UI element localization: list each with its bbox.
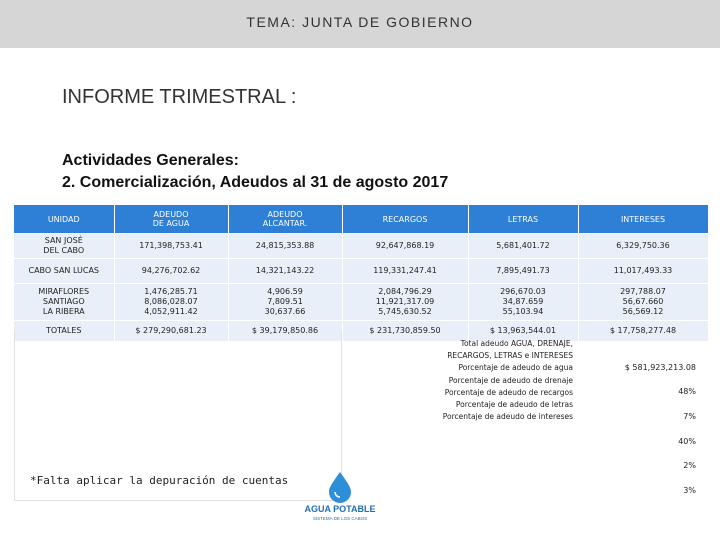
table-cell: 297,788.07 56,67.660 56,569.12 (578, 284, 708, 321)
report-title: INFORME TRIMESTRAL : (62, 86, 297, 108)
total-debt-value: $ 581,923,213.08 (624, 363, 696, 372)
header-title: TEMA: JUNTA DE GOBIERNO (246, 14, 474, 30)
table-cell: $ 17,758,277.48 (578, 321, 708, 342)
table-cell: 296,670.03 34,87.659 55,103.94 (468, 284, 578, 321)
footnote: *Falta aplicar la depuración de cuentas (30, 474, 289, 487)
table-cell: 7,895,491.73 (468, 259, 578, 284)
logo-subtext: SISTEMA DE LOS CABOS (312, 516, 368, 521)
section-subtitle: Actividades Generales: (62, 152, 239, 169)
pct-drenaje-value: 7% (683, 412, 696, 421)
summary-labels: Total adeudo AGUA, DRENAJE, RECARGOS, LETRAS e INTERESES Porcentaje de adeudo de agua Porcentaje de adeudo de drenaje Porcentaje de adeudo de recargos Porcentaje de adeudo de letras Porcentaje de adeudo de intereses (442, 339, 573, 422)
pct-intereses-value: 3% (683, 486, 696, 495)
table-cell: MIRAFLORES SANTIAGO LA RIBERA (14, 284, 114, 321)
table-cell: $ 231,730,859.50 (342, 321, 468, 342)
table-cell: 94,276,702.62 (114, 259, 228, 284)
column-header-label: ADEUDO DE AGUA (152, 210, 190, 228)
table-cell: 92,647,868.19 (342, 234, 468, 259)
table-header-row (14, 205, 708, 234)
column-header (228, 205, 342, 234)
table-row (14, 259, 708, 284)
pct-letras-value: 2% (683, 461, 696, 470)
column-header-label: LETRAS (507, 214, 539, 224)
table-cell: 24,815,353.88 (228, 234, 342, 259)
table-cell: 11,017,493.33 (578, 259, 708, 284)
table-cell: 5,681,401.72 (468, 234, 578, 259)
pct-agua-value: 48% (678, 387, 696, 396)
agua-potable-logo (300, 468, 380, 524)
table-cell: SAN JOSÉ DEL CABO (14, 234, 114, 259)
table-cell: 2,084,796.29 11,921,317.09 5,745,630.52 (342, 284, 468, 321)
table-cell: 171,398,753.41 (114, 234, 228, 259)
column-header (114, 205, 228, 234)
table-cell: $ 279,290,681.23 (114, 321, 228, 342)
table-cell: 119,331,247.41 (342, 259, 468, 284)
column-header-label: INTERESES (620, 214, 666, 224)
column-header-label: RECARGOS (382, 214, 428, 224)
table-cell: TOTALES (14, 321, 114, 342)
column-header (468, 205, 578, 234)
table-cell: CABO SAN LUCAS (14, 259, 114, 284)
logo-text: AGUA POTABLE (304, 504, 376, 514)
table-row (14, 284, 708, 321)
column-header (14, 205, 114, 234)
table-cell: 14,321,143.22 (228, 259, 342, 284)
column-header-label: UNIDAD (47, 214, 80, 224)
table-row (14, 234, 708, 259)
table-cell: $ 13,963,544.01 (468, 321, 578, 342)
column-header (342, 205, 468, 234)
column-header-label: ADEUDO ALCANTAR. (262, 210, 308, 228)
table-cell: 4,906.59 7,809.51 30,637.66 (228, 284, 342, 321)
table-cell: $ 39,179,850.86 (228, 321, 342, 342)
section-heading: 2. Comercialización, Adeudos al 31 de agosto 2017 (62, 174, 449, 191)
column-header (578, 205, 708, 234)
summary-values (586, 338, 696, 498)
debts-table (14, 205, 709, 341)
header-bar (0, 0, 720, 48)
table-cell: 6,329,750.36 (578, 234, 708, 259)
table-cell: 1,476,285.71 8,086,028.07 4,052,911.42 (114, 284, 228, 321)
pct-recargos-value: 40% (678, 437, 696, 446)
